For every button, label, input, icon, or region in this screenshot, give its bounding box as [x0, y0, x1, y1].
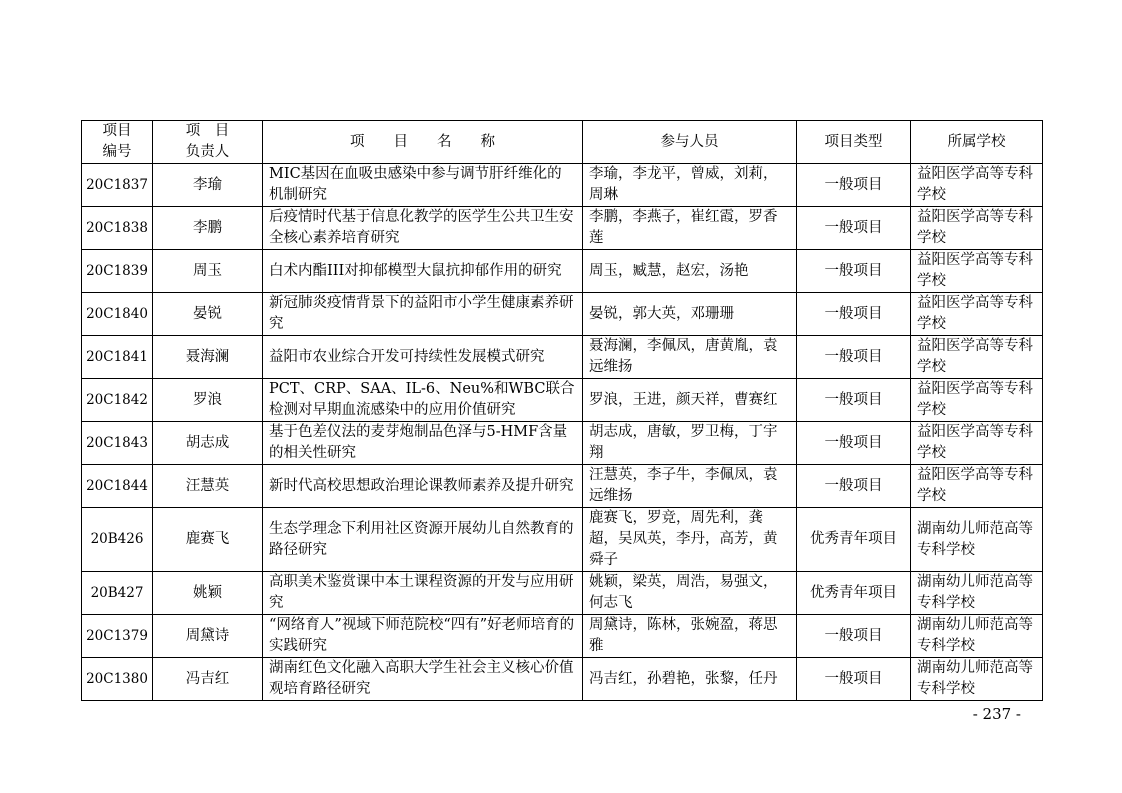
table-row	[82, 379, 1043, 422]
cell-members: 罗浪，王进，颜天祥，曹赛红	[583, 379, 797, 422]
cell-project-name: 白术内酯III对抑郁模型大鼠抗抑郁作用的研究	[263, 250, 583, 293]
cell-project-type: 一般项目	[797, 250, 911, 293]
header-leader	[153, 121, 263, 164]
cell-project-id: 20C1838	[82, 207, 153, 250]
cell-project-id: 20C1380	[82, 658, 153, 701]
cell-project-name: “网络育人”视域下师范院校“四有”好老师培育的实践研究	[263, 615, 583, 658]
header-school: 所属学校	[911, 121, 1043, 164]
cell-school: 益阳医学高等专科学校	[911, 465, 1043, 508]
cell-school: 益阳医学高等专科学校	[911, 293, 1043, 336]
cell-project-type: 一般项目	[797, 658, 911, 701]
cell-project-name: 基于色差仪法的麦芽炮制品色泽与5-HMF含量的相关性研究	[263, 422, 583, 465]
table-row	[82, 508, 1043, 572]
cell-project-id: 20B427	[82, 572, 153, 615]
table-row	[82, 207, 1043, 250]
header-project-id	[82, 121, 153, 164]
header-project-name: 项 目 名 称	[263, 121, 583, 164]
cell-project-type: 一般项目	[797, 422, 911, 465]
header-members: 参与人员	[583, 121, 797, 164]
cell-project-id: 20B426	[82, 508, 153, 572]
table-row	[82, 658, 1043, 701]
table-row	[82, 465, 1043, 508]
cell-project-name: 高职美术鉴赏课中本土课程资源的开发与应用研究	[263, 572, 583, 615]
cell-members: 李鹏，李燕子，崔红霞，罗香莲	[583, 207, 797, 250]
cell-project-name: 生态学理念下利用社区资源开展幼儿自然教育的路径研究	[263, 508, 583, 572]
table-row	[82, 422, 1043, 465]
cell-leader: 李瑜	[153, 164, 263, 207]
cell-members: 周黛诗，陈林，张婉盈，蒋思雅	[583, 615, 797, 658]
cell-members: 李瑜，李龙平，曾威，刘莉，周琳	[583, 164, 797, 207]
cell-members: 姚颖，梁英，周浩，易强文，何志飞	[583, 572, 797, 615]
cell-leader: 周玉	[153, 250, 263, 293]
cell-members: 汪慧英，李子牛，李佩凤，袁远维扬	[583, 465, 797, 508]
table-row	[82, 293, 1043, 336]
header-leader-line1: 项 目	[185, 123, 230, 139]
cell-project-id: 20C1841	[82, 336, 153, 379]
cell-project-type: 一般项目	[797, 164, 911, 207]
cell-members: 冯吉红，孙碧艳，张黎，任丹	[583, 658, 797, 701]
table-row	[82, 250, 1043, 293]
cell-school: 湖南幼儿师范高等专科学校	[911, 658, 1043, 701]
cell-project-id: 20C1843	[82, 422, 153, 465]
cell-members: 周玉，臧慧，赵宏，汤艳	[583, 250, 797, 293]
cell-project-id: 20C1379	[82, 615, 153, 658]
cell-leader: 罗浪	[153, 379, 263, 422]
cell-leader: 胡志成	[153, 422, 263, 465]
cell-project-type: 优秀青年项目	[797, 572, 911, 615]
table-row	[82, 572, 1043, 615]
cell-project-type: 一般项目	[797, 207, 911, 250]
cell-project-type: 一般项目	[797, 293, 911, 336]
cell-school: 湖南幼儿师范高等专科学校	[911, 615, 1043, 658]
cell-school: 益阳医学高等专科学校	[911, 207, 1043, 250]
project-table	[81, 120, 1043, 701]
header-project-id-line2: 编号	[102, 144, 132, 160]
table-row	[82, 615, 1043, 658]
cell-project-name: MIC基因在血吸虫感染中参与调节肝纤维化的机制研究	[263, 164, 583, 207]
cell-project-name: 湖南红色文化融入高职大学生社会主义核心价值观培育路径研究	[263, 658, 583, 701]
header-project-type: 项目类型	[797, 121, 911, 164]
cell-project-id: 20C1837	[82, 164, 153, 207]
cell-school: 益阳医学高等专科学校	[911, 379, 1043, 422]
cell-members: 胡志成，唐敏，罗卫梅，丁宇翔	[583, 422, 797, 465]
cell-school: 益阳医学高等专科学校	[911, 164, 1043, 207]
header-project-id-line1: 项目	[102, 123, 132, 139]
header-row	[82, 121, 1043, 164]
cell-leader: 聂海澜	[153, 336, 263, 379]
page-number: - 237 -	[972, 705, 1021, 723]
cell-school: 益阳医学高等专科学校	[911, 336, 1043, 379]
cell-project-type: 一般项目	[797, 615, 911, 658]
cell-leader: 鹿赛飞	[153, 508, 263, 572]
cell-project-id: 20C1842	[82, 379, 153, 422]
cell-leader: 冯吉红	[153, 658, 263, 701]
table-header	[82, 121, 1043, 164]
cell-project-name: 后疫情时代基于信息化教学的医学生公共卫生安全核心素养培育研究	[263, 207, 583, 250]
cell-project-id: 20C1839	[82, 250, 153, 293]
cell-members: 晏锐，郭大英，邓珊珊	[583, 293, 797, 336]
table-row	[82, 164, 1043, 207]
cell-project-type: 一般项目	[797, 379, 911, 422]
cell-school: 益阳医学高等专科学校	[911, 250, 1043, 293]
cell-project-type: 优秀青年项目	[797, 508, 911, 572]
cell-school: 湖南幼儿师范高等专科学校	[911, 572, 1043, 615]
cell-project-name: 益阳市农业综合开发可持续性发展模式研究	[263, 336, 583, 379]
table-body	[82, 164, 1043, 701]
table-row	[82, 336, 1043, 379]
cell-school: 湖南幼儿师范高等专科学校	[911, 508, 1043, 572]
cell-school: 益阳医学高等专科学校	[911, 422, 1043, 465]
cell-members: 聂海澜，李佩凤，唐黄胤，袁远维扬	[583, 336, 797, 379]
cell-project-type: 一般项目	[797, 336, 911, 379]
cell-project-name: 新冠肺炎疫情背景下的益阳市小学生健康素养研究	[263, 293, 583, 336]
cell-members: 鹿赛飞，罗竞，周先利，龚超，吴凤英，李丹，高芳，黄舜子	[583, 508, 797, 572]
cell-leader: 晏锐	[153, 293, 263, 336]
cell-leader: 姚颖	[153, 572, 263, 615]
header-leader-line2: 负责人	[185, 144, 230, 160]
cell-project-name: PCT、CRP、SAA、IL-6、Neu%和WBC联合检测对早期血流感染中的应用价值研究	[263, 379, 583, 422]
cell-leader: 李鹏	[153, 207, 263, 250]
cell-leader: 周黛诗	[153, 615, 263, 658]
cell-project-name: 新时代高校思想政治理论课教师素养及提升研究	[263, 465, 583, 508]
cell-project-id: 20C1840	[82, 293, 153, 336]
cell-project-type: 一般项目	[797, 465, 911, 508]
cell-project-id: 20C1844	[82, 465, 153, 508]
cell-leader: 汪慧英	[153, 465, 263, 508]
